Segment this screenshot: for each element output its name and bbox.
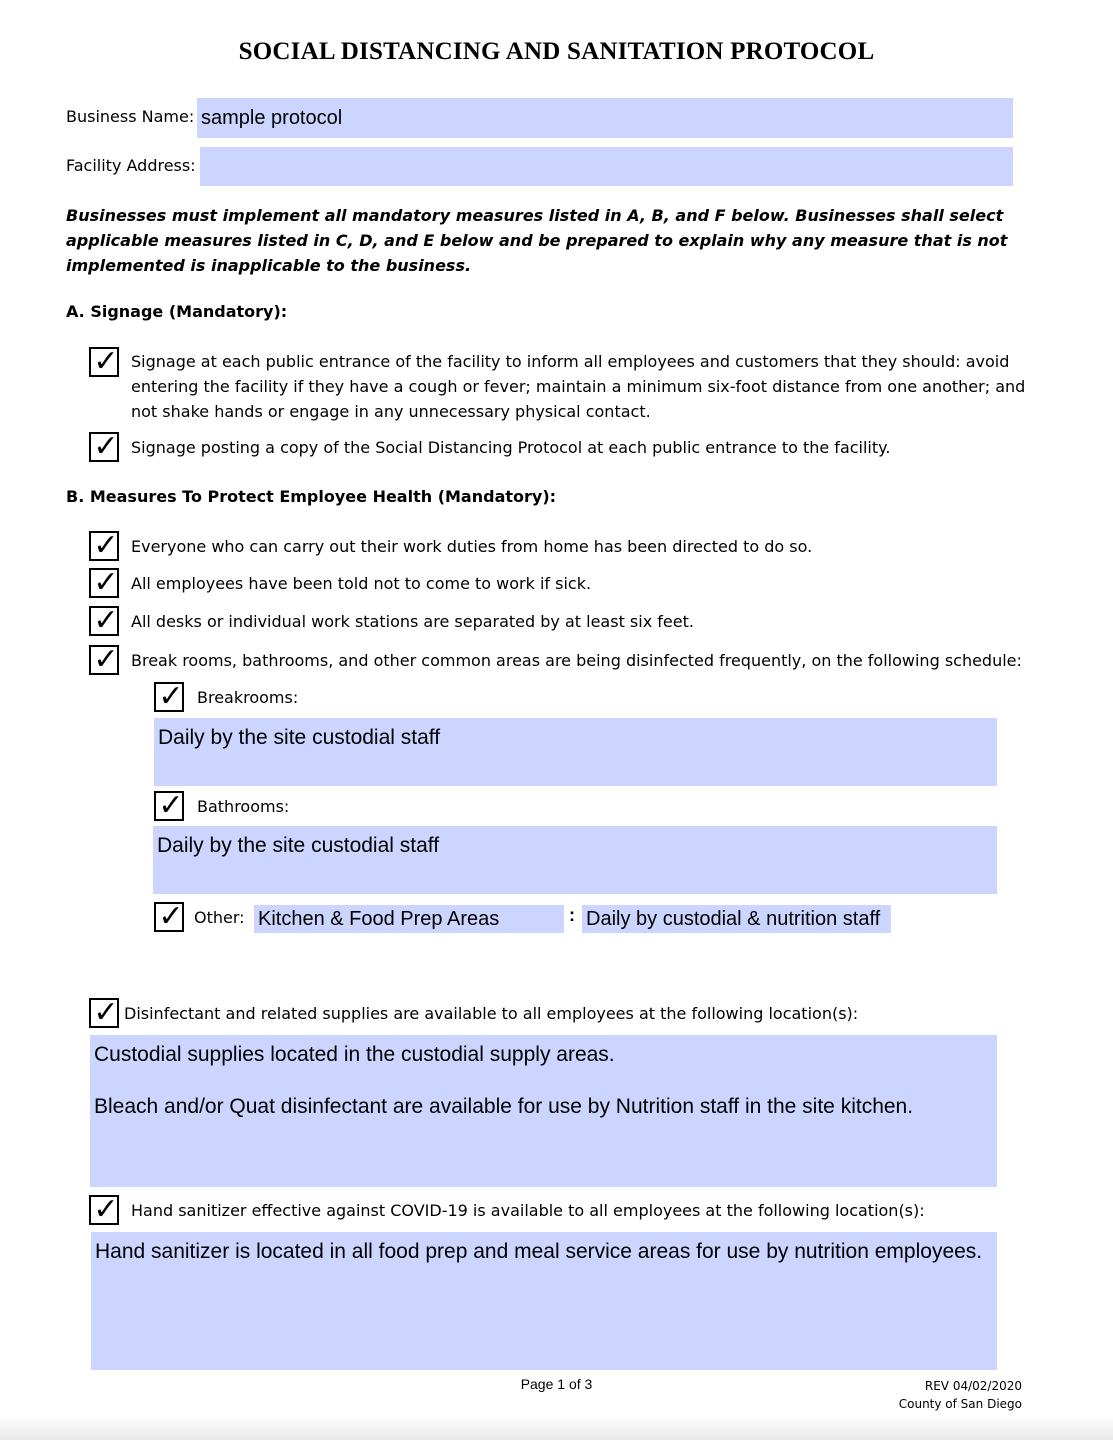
facility-address-label: Facility Address: — [66, 156, 196, 175]
page-bottom-shadow — [0, 1415, 1113, 1440]
other-label: Other: — [194, 908, 245, 927]
other-area-field[interactable] — [254, 905, 564, 933]
checkmark-icon: ✓ — [93, 528, 119, 563]
other-separator: : — [569, 905, 575, 925]
checkmark-icon: ✓ — [93, 1192, 119, 1227]
checkmark-icon: ✓ — [158, 899, 184, 934]
checkmark-icon: ✓ — [93, 429, 119, 464]
checkmark-icon: ✓ — [93, 995, 119, 1030]
bathrooms-schedule-field[interactable] — [153, 826, 997, 894]
breakrooms-checkbox[interactable] — [154, 679, 184, 714]
other-schedule-field[interactable] — [582, 905, 891, 933]
signage-entrance-text: Signage at each public entrance of the facility to inform all employees and customers that they should: avoid entering the facility if they have a cough or fever; maintain a minimum six-foot distance from one another; and not shake hands or engage in any unnecessary physical contact. — [131, 352, 1026, 421]
checkmark-icon: ✓ — [93, 603, 119, 638]
bathrooms-checkbox[interactable] — [154, 788, 184, 823]
hand-sanitizer-checkbox[interactable] — [89, 1192, 119, 1227]
disinfectant-checkbox[interactable] — [89, 995, 119, 1030]
common-areas-checkbox[interactable] — [89, 642, 119, 677]
hand-sanitizer-locations-field[interactable] — [91, 1232, 997, 1370]
bathrooms-label: Bathrooms: — [197, 797, 290, 816]
hand-sanitizer-text: Hand sanitizer effective against COVID-19 is available to all employees at the following location(s): — [131, 1201, 925, 1220]
checkmark-icon: ✓ — [158, 679, 184, 714]
revision-date: REV 04/02/2020 — [924, 1379, 1022, 1393]
other-area-checkbox[interactable] — [154, 899, 184, 934]
sick-employees-text: All employees have been told not to come to work if sick. — [131, 574, 592, 593]
desk-separation-checkbox[interactable] — [89, 603, 119, 638]
section-b-heading: B. Measures To Protect Employee Health (Mandatory): — [66, 487, 557, 506]
business-name-field[interactable] — [197, 98, 1013, 138]
facility-address-field[interactable] — [200, 147, 1013, 186]
checkmark-icon: ✓ — [158, 788, 184, 823]
checkmark-icon: ✓ — [93, 344, 119, 379]
section-a-heading: A. Signage (Mandatory): — [66, 302, 288, 321]
document-title: SOCIAL DISTANCING AND SANITATION PROTOCOL — [238, 38, 875, 65]
checkmark-icon: ✓ — [93, 642, 119, 677]
signage-protocol-text: Signage posting a copy of the Social Distancing Protocol at each public entrance to the facility. — [131, 438, 891, 457]
checkmark-icon: ✓ — [93, 565, 119, 600]
breakrooms-label: Breakrooms: — [197, 688, 299, 707]
disinfectant-locations-field[interactable] — [90, 1035, 997, 1187]
work-from-home-text: Everyone who can carry out their work duties from home has been directed to do so. — [131, 537, 813, 556]
county-name: County of San Diego — [898, 1397, 1022, 1411]
sick-employees-checkbox[interactable] — [89, 565, 119, 600]
signage-entrance-checkbox[interactable] — [89, 344, 119, 379]
disinfectant-text: Disinfectant and related supplies are available to all employees at the following location(s): — [124, 1004, 859, 1023]
instructions-text: Businesses must implement all mandatory measures listed in A, B, and F below. Businesses shall select applicable measures listed in C, D, and E below and be prepared to explain why any measure that is not implemented is inapplicable to the business. — [66, 206, 1008, 275]
signage-protocol-checkbox[interactable] — [89, 429, 119, 464]
work-from-home-checkbox[interactable] — [89, 528, 119, 563]
page-number: Page 1 of 3 — [520, 1376, 593, 1392]
business-name-label: Business Name: — [66, 107, 195, 126]
common-areas-text: Break rooms, bathrooms, and other common areas are being disinfected frequently, on the following schedule: — [131, 651, 1022, 670]
breakrooms-schedule-field[interactable] — [154, 718, 997, 786]
desk-separation-text: All desks or individual work stations are separated by at least six feet. — [131, 612, 694, 631]
